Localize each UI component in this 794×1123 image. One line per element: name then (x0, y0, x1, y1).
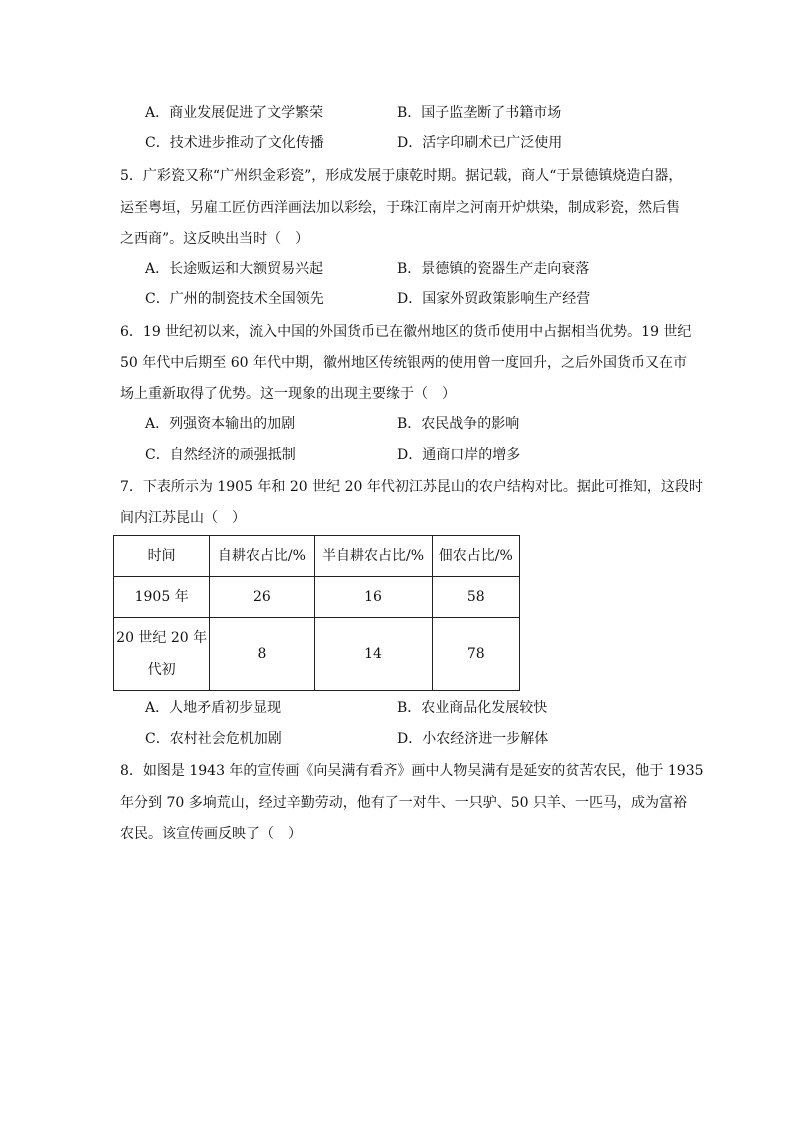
q6-option-d[interactable]: D．通商口岸的增多 (397, 447, 521, 463)
farm-household-table (113, 535, 520, 691)
q7-option-a[interactable]: A．人地矛盾初步显现 (145, 700, 282, 716)
q5-stem-line-3: 之西商”。这反映出当时（ ） (120, 231, 310, 247)
table-cell (114, 618, 210, 691)
table-cell: 8 (210, 618, 314, 691)
q5-option-a[interactable]: A．长途贩运和大额贸易兴起 (145, 261, 324, 277)
q7-option-b[interactable]: B．农业商品化发展较快 (397, 700, 548, 716)
header-cell-owner-farmer: 自耕农占比/% (210, 536, 314, 577)
q5-stem-line-1: 5．广彩瓷又称“广州织金彩瓷”，形成发展于康乾时期。据记载，商人“于景德镇烧造白器， (120, 168, 683, 184)
q6-stem-line-3: 场上重新取得了优势。这一现象的出现主要缘于（ ） (120, 386, 456, 402)
table-cell-time-line-2: 代初 (147, 662, 176, 678)
q6-option-b[interactable]: B．农民战争的影响 (397, 416, 520, 432)
q8-stem-line-2: 年分到 70 多垧荒山，经过辛勤劳动，他有了一对牛、一只驴、50 只羊、一匹马，成为富裕 (120, 795, 687, 811)
q4-option-d[interactable]: D．活字印刷术已广泛使用 (397, 135, 563, 151)
table-cell: 26 (210, 577, 314, 618)
q6-option-a[interactable]: A．列强资本输出的加剧 (145, 416, 296, 432)
q6-stem-line-1: 6．19 世纪初以来，流入中国的外国货币已在徽州地区的货币使用中占据相当优势。19 世纪 (120, 324, 692, 340)
header-cell-tenant-farmer: 佃农占比/% (432, 536, 519, 577)
q8-stem-line-3: 农民。该宣传画反映了（ ） (120, 826, 302, 842)
q4-option-c[interactable]: C．技术进步推动了文化传播 (145, 135, 324, 151)
q5-stem-line-2: 运至粤垣，另雇工匠仿西洋画法加以彩绘，于珠江南岸之河南开炉烘染，制成彩瓷，然后售 (120, 200, 680, 216)
header-cell-semi-owner-farmer: 半自耕农占比/% (314, 536, 432, 577)
q5-option-c[interactable]: C．广州的制瓷技术全国领先 (145, 291, 324, 307)
table-cell: 14 (314, 618, 432, 691)
q8-stem-line-1: 8．如图是 1943 年的宣传画《向吴满有看齐》画中人物吴满有是延安的贫苦农民，他于 1935 (120, 763, 704, 779)
table-cell: 16 (314, 577, 432, 618)
table-header-row (114, 536, 520, 577)
q6-stem-line-2: 50 年代中后期至 60 年代中期，徽州地区传统银两的使用曾一度回升，之后外国货币又在市 (120, 355, 687, 371)
q5-option-d[interactable]: D．国家外贸政策影响生产经营 (397, 291, 591, 307)
q7-option-c[interactable]: C．农村社会危机加剧 (145, 731, 282, 747)
q5-option-b[interactable]: B．景德镇的瓷器生产走向衰落 (397, 261, 590, 277)
table-cell: 78 (432, 618, 519, 691)
table-cell: 1905 年 (114, 577, 210, 618)
q7-stem-line-1: 7．下表所示为 1905 年和 20 世纪 20 年代初江苏昆山的农户结构对比。据此可推知，这段时 (120, 479, 703, 495)
table-cell: 58 (432, 577, 519, 618)
q4-option-a[interactable]: A．商业发展促进了文学繁荣 (145, 105, 324, 121)
q4-option-b[interactable]: B．国子监垄断了书籍市场 (397, 105, 562, 121)
header-cell-time: 时间 (114, 536, 210, 577)
q6-option-c[interactable]: C．自然经济的顽强抵制 (145, 447, 296, 463)
table-row (114, 577, 520, 618)
q7-option-d[interactable]: D．小农经济进一步解体 (397, 731, 549, 747)
table-cell-time-line-1: 20 世纪 20 年 (116, 630, 208, 646)
table-row (114, 618, 520, 691)
q7-stem-line-2: 间内江苏昆山（ ） (120, 510, 246, 526)
